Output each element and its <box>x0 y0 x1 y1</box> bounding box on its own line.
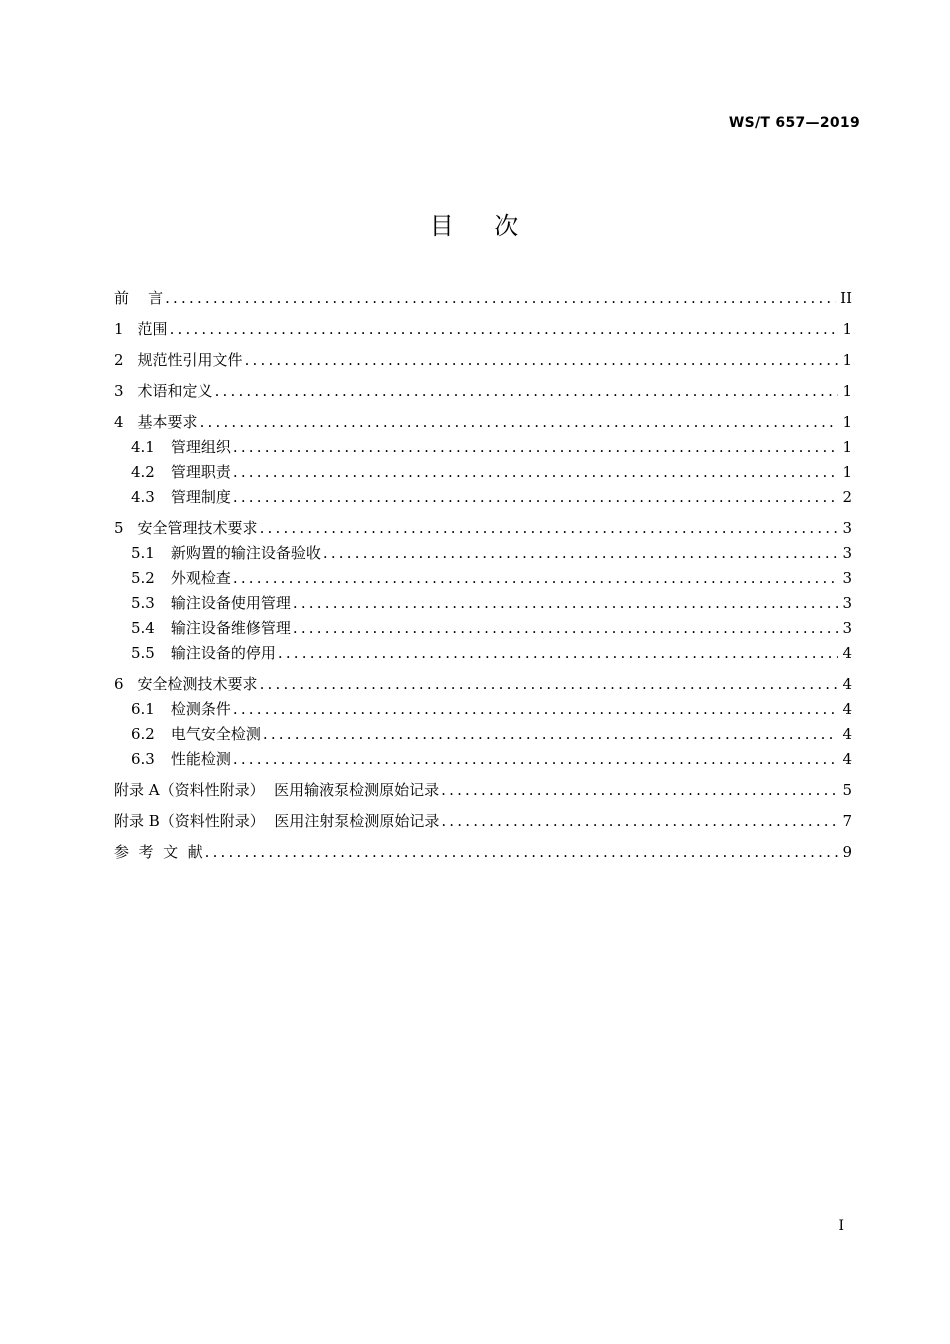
toc-entry[interactable] <box>114 840 852 865</box>
toc-entry-number: 5.2 <box>131 569 155 587</box>
toc-entry-label: 安全检测技术要求 <box>137 675 258 693</box>
toc-dot-leader <box>245 348 838 373</box>
toc-entry-page: 4 <box>842 700 852 718</box>
toc-entry-number: 5.5 <box>131 644 155 662</box>
toc-entry[interactable] <box>114 485 852 510</box>
toc-entry-page: 2 <box>842 488 852 506</box>
toc-entry-label: 外观检查 <box>170 569 231 587</box>
toc-entry-number: 5 <box>114 519 124 537</box>
toc-entry[interactable] <box>114 566 852 591</box>
toc-entry-page: II <box>840 289 852 307</box>
toc-entry-label: 输注设备的停用 <box>170 644 276 662</box>
toc-entry-page: 4 <box>842 644 852 662</box>
toc-dot-leader <box>165 286 836 311</box>
toc-entry-page: 1 <box>842 382 852 400</box>
toc-entry-number: 3 <box>114 382 124 400</box>
toc-entry[interactable] <box>114 722 852 747</box>
toc-entry[interactable] <box>114 747 852 772</box>
toc-entry-number: 2 <box>114 351 124 369</box>
toc-entry-label: 参 考 文 献 <box>114 843 203 861</box>
toc-entry-page: 3 <box>842 594 852 612</box>
toc-entry[interactable] <box>114 616 852 641</box>
toc-dot-leader <box>205 840 838 865</box>
toc-entry-page: 9 <box>842 843 852 861</box>
toc-entry[interactable] <box>114 778 852 803</box>
toc-dot-leader <box>233 697 838 722</box>
toc-entry-label: 输注设备维修管理 <box>170 619 291 637</box>
toc-entry[interactable] <box>114 641 852 666</box>
toc-entry-number: 4.1 <box>131 438 155 456</box>
toc-entry[interactable] <box>114 672 852 697</box>
toc-entry-page: 5 <box>842 781 852 799</box>
toc-entry-label: 性能检测 <box>170 750 231 768</box>
toc-entry-label: 安全管理技术要求 <box>137 519 258 537</box>
standard-number: WS/T 657—2019 <box>728 115 860 131</box>
toc-entry-page: 3 <box>842 519 852 537</box>
toc-entry-page: 7 <box>842 812 852 830</box>
page-number: I <box>838 1218 844 1234</box>
toc-entry-page: 4 <box>842 750 852 768</box>
toc-entry-page: 3 <box>842 544 852 562</box>
toc-entry-page: 1 <box>842 413 852 431</box>
toc-entry[interactable] <box>114 379 852 404</box>
toc-entry-number: 6 <box>114 675 124 693</box>
toc-entry-page: 1 <box>842 320 852 338</box>
toc-entry[interactable] <box>114 410 852 435</box>
table-of-contents <box>114 286 852 865</box>
toc-entry-page: 1 <box>842 351 852 369</box>
toc-entry[interactable] <box>114 697 852 722</box>
toc-dot-leader <box>323 541 838 566</box>
toc-entry[interactable] <box>114 541 852 566</box>
toc-entry-label: 附录 B（资料性附录） 医用注射泵检测原始记录 <box>114 812 440 830</box>
toc-dot-leader <box>170 317 838 342</box>
toc-dot-leader <box>263 722 838 747</box>
toc-entry-label: 管理组织 <box>170 438 231 456</box>
toc-entry[interactable] <box>114 286 852 311</box>
toc-dot-leader <box>200 410 838 435</box>
toc-entry-number: 5.3 <box>131 594 155 612</box>
toc-entry[interactable] <box>114 809 852 834</box>
toc-entry[interactable] <box>114 516 852 541</box>
toc-entry-label: 检测条件 <box>170 700 231 718</box>
toc-entry-label: 范围 <box>137 320 168 338</box>
toc-dot-leader <box>233 485 838 510</box>
toc-entry-label: 术语和定义 <box>137 382 213 400</box>
toc-entry[interactable] <box>114 435 852 460</box>
toc-entry-page: 1 <box>842 438 852 456</box>
toc-entry-label: 附录 A（资料性附录） 医用输液泵检测原始记录 <box>114 781 440 799</box>
toc-dot-leader <box>233 747 838 772</box>
toc-entry-number: 6.2 <box>131 725 155 743</box>
toc-entry-number: 1 <box>114 320 124 338</box>
toc-entry-page: 1 <box>842 463 852 481</box>
toc-entry-number: 5.4 <box>131 619 155 637</box>
toc-dot-leader <box>233 566 838 591</box>
toc-entry-page: 4 <box>842 675 852 693</box>
toc-entry-label: 前 言 <box>114 289 164 307</box>
toc-entry[interactable] <box>114 348 852 373</box>
toc-entry-label: 电气安全检测 <box>170 725 261 743</box>
toc-entry-number: 4 <box>114 413 124 431</box>
toc-entry-label: 基本要求 <box>137 413 198 431</box>
toc-entry[interactable] <box>114 460 852 485</box>
toc-dot-leader <box>441 809 838 834</box>
toc-entry-label: 输注设备使用管理 <box>170 594 291 612</box>
toc-dot-leader <box>260 672 838 697</box>
toc-entry-label: 规范性引用文件 <box>137 351 243 369</box>
toc-entry-label: 新购置的输注设备验收 <box>170 544 321 562</box>
toc-entry-label: 管理制度 <box>170 488 231 506</box>
toc-entry-number: 6.1 <box>131 700 155 718</box>
toc-dot-leader <box>278 641 838 666</box>
toc-dot-leader <box>260 516 838 541</box>
toc-entry-number: 4.3 <box>131 488 155 506</box>
toc-entry-label: 管理职责 <box>170 463 231 481</box>
toc-dot-leader <box>233 460 838 485</box>
toc-entry-number: 4.2 <box>131 463 155 481</box>
toc-dot-leader <box>215 379 838 404</box>
toc-entry-number: 5.1 <box>131 544 155 562</box>
toc-entry-number: 6.3 <box>131 750 155 768</box>
toc-dot-leader <box>233 435 838 460</box>
page-title: 目 次 <box>429 212 521 240</box>
toc-entry-page: 3 <box>842 619 852 637</box>
toc-entry-page: 3 <box>842 569 852 587</box>
toc-entry[interactable] <box>114 317 852 342</box>
toc-entry-page: 4 <box>842 725 852 743</box>
toc-entry[interactable] <box>114 591 852 616</box>
toc-dot-leader <box>293 616 838 641</box>
toc-dot-leader <box>441 778 838 803</box>
toc-dot-leader <box>293 591 838 616</box>
